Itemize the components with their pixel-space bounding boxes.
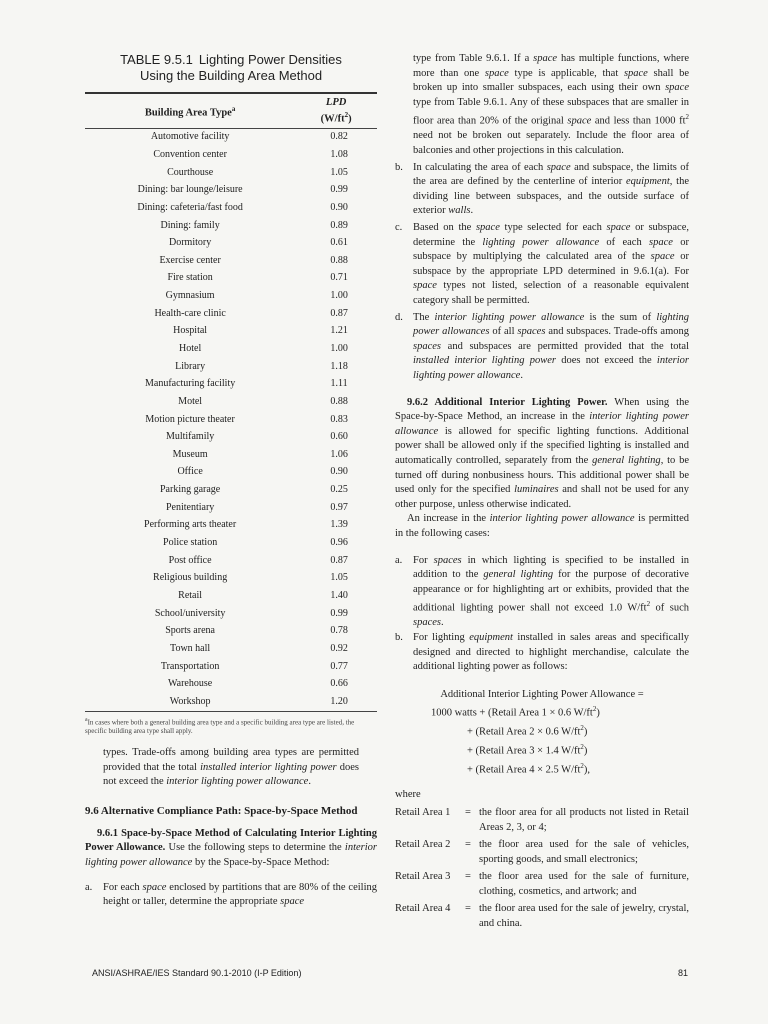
lpd-value-cell: 0.96: [330, 537, 348, 549]
building-type-cell: Motel: [178, 395, 203, 407]
table-title-line1: Lighting Power Densities: [198, 52, 342, 67]
building-type-cell: Parking garage: [159, 484, 221, 496]
building-type-cell: Convention center: [153, 148, 227, 160]
col-header-building-type: Building Area Type$^a$: [85, 93, 295, 128]
table-row: [85, 587, 377, 605]
lpd-value-cell: 0.78: [330, 625, 348, 637]
building-type-cell: Fire station: [167, 272, 213, 284]
where-label: where: [395, 789, 421, 801]
definition-item: [395, 838, 689, 867]
lpd-table-body: [85, 128, 377, 711]
equals-sign: =: [465, 807, 471, 819]
lpd-value-cell: 0.82: [330, 131, 348, 143]
definition-text: the floor area used for the sale of jewelry, crystal, and china.: [479, 903, 689, 929]
building-type-cell: Automotive facility: [150, 131, 230, 143]
definition-item: [395, 806, 689, 835]
definition-item: [395, 902, 689, 931]
definition-text: the floor area used for the sale of vehicles, sporting goods, and small electronics;: [479, 839, 689, 865]
table-row: [85, 693, 377, 711]
paragraph-increase: An increase in the interior lighting power allowance is permitted in the following cases:: [395, 513, 689, 539]
lpd-value-cell: 0.87: [330, 554, 348, 566]
lpd-value-cell: 0.71: [330, 272, 348, 284]
lpd-value-cell: 0.97: [330, 501, 348, 513]
building-type-cell: Penitentiary: [165, 501, 215, 513]
lpd-value-cell: 0.99: [330, 184, 348, 196]
lpd-table: [85, 92, 377, 712]
building-type-cell: Sports arena: [165, 625, 215, 637]
lpd-value-cell: 1.21: [330, 325, 348, 337]
table-row: [85, 622, 377, 640]
definition-text: the floor area used for the sale of furniture, clothing, cosmetics, and artwork; and: [479, 871, 689, 897]
lpd-value-cell: 1.08: [330, 148, 348, 160]
lpd-value-cell: 0.88: [330, 395, 348, 407]
building-type-cell: Library: [175, 360, 206, 372]
section-9-6-1-paragraph: 9.6.1 Space-by-Space Method of Calculating Interior Lighting Power Allowance. Use the following steps to determine the interior lighting power allowance by the Space-by-Space Method:: [85, 827, 377, 868]
left-column: [85, 52, 377, 910]
lpd-value-cell: 0.89: [330, 219, 348, 231]
formula-line-3: + (Retail Area 2 × 0.6 $W/ft^2$): [467, 724, 588, 738]
building-type-cell: Health-care clinic: [154, 307, 226, 319]
definition-term: Retail Area 4: [395, 903, 451, 915]
building-type-cell: Dining: family: [160, 219, 220, 231]
building-type-cell: School/university: [154, 607, 226, 619]
table-number: TABLE 9.5.1: [120, 52, 193, 67]
list-item-d: d. The interior lighting power allowance is the sum of lighting power allowances of all spaces and subspaces. Trade-offs among spaces and subspaces are permitted provided that the total installed interior lighting power does not exceed the interior lighting power allowance.: [395, 311, 690, 381]
table-row: [85, 552, 377, 570]
lpd-value-cell: 1.00: [330, 343, 348, 354]
formula-line-4: + (Retail Area 3 × 1.4 $W/ft^2$): [467, 743, 588, 757]
lpd-value-cell: 1.06: [330, 448, 348, 460]
building-type-cell: Dining: bar lounge/leisure: [137, 184, 243, 196]
col-header-lpd: LPD $(W/ft^2)$: [295, 93, 377, 128]
lpd-value-cell: 0.66: [330, 678, 348, 690]
lpd-value-cell: 1.20: [295, 693, 377, 711]
lpd-value-cell: 0.25: [330, 484, 348, 496]
lpd-value-cell: 1.05: [330, 166, 348, 178]
building-type-cell: Performing arts theater: [144, 519, 237, 531]
lpd-value-cell: 0.60: [330, 431, 348, 443]
lpd-value-cell: 0.77: [330, 660, 348, 672]
lpd-value-cell: 0.99: [330, 607, 348, 619]
building-type-cell: Manufacturing facility: [144, 378, 236, 390]
table-row: [85, 340, 377, 358]
table-row: [85, 181, 377, 199]
building-type-cell: Hospital: [173, 325, 208, 337]
list-item-b: b. In calculating the area of each space and subspace, the limits of the area are defined by the centerline of interior equipment, the dividing line between subspaces, and the outside surface of exterior walls.: [395, 161, 690, 217]
table-row: [85, 658, 377, 676]
building-type-cell: Religious building: [153, 572, 228, 584]
building-type-cell: Post office: [168, 554, 212, 566]
building-type-cell: Transportation: [160, 660, 220, 672]
lpd-value-cell: 0.90: [330, 201, 348, 213]
building-type-cell: Office: [177, 466, 203, 478]
table-title: [85, 52, 377, 84]
list-item-a: a. For each space enclosed by partitions that are 80% of the ceiling height or taller, determine the appropriate space: [85, 881, 377, 908]
lpd-value-cell: 1.05: [330, 572, 348, 584]
formula-line-1: Additional Interior Lighting Power Allowance =: [440, 688, 644, 700]
lpd-value-cell: 0.88: [330, 254, 348, 266]
lpd-value-cell: 1.11: [330, 378, 348, 390]
definition-list: [395, 806, 689, 931]
equals-sign: =: [465, 839, 471, 851]
table-row: [85, 323, 377, 341]
table-row: [85, 234, 377, 252]
building-type-cell: Town hall: [170, 642, 211, 654]
paragraph-tradeoffs: types. Trade-offs among building area types are permitted provided that the total installed interior lighting power does not exceed the interior lighting power allowance.: [103, 746, 360, 788]
table-row: [85, 464, 377, 482]
page-number: 81: [677, 968, 688, 978]
table-row: [85, 499, 377, 517]
table-row: [85, 199, 377, 217]
table-row: [85, 517, 377, 535]
building-type-cell: Gymnasium: [165, 290, 215, 302]
definition-text: the floor area for all products not listed in Retail Areas 2, 3, or 4;: [479, 807, 689, 833]
table-row: [85, 446, 377, 464]
equals-sign: =: [465, 871, 471, 883]
building-type-cell: Police station: [163, 537, 218, 549]
building-type-cell: Museum: [172, 448, 208, 460]
table-row: [85, 270, 377, 288]
lpd-value-cell: 1.00: [330, 290, 348, 302]
building-type-cell: Retail: [178, 589, 203, 601]
section-9-6-heading: 9.6 Alternative Compliance Path: Space-by-Space Method: [85, 804, 358, 817]
section-9-6-2-paragraph: 9.6.2 Additional Interior Lighting Power. When using the Space-by-Space Method, an increase in the interior lighting power allowance is allowed for specific lighting functions. Additional power shall be allowed only if the specified lighting is installed and automatically controlled, separately from the general lighting, to be turned off during nonbusiness hours. This additional power shall be used only for the specified luminaires and shall not be used for any other purpose, unless otherwise indicated.: [395, 396, 689, 510]
formula-block: [395, 687, 689, 779]
building-type-cell: Dormitory: [169, 237, 212, 249]
item-a-continued: type from Table 9.6.1. If a space has multiple functions, where more than one space type is applicable, that space shall be broken up into smaller subspaces, each using their own space type from Table 9.6.1. Any of these subspaces that are smaller in floor area than 20% of the original space and less than 1000 $ft^2$ need not be broken out separately. Include the floor area of balconies and other projections in this calculation.: [413, 53, 689, 157]
lpd-value-cell: 0.92: [330, 642, 348, 654]
lpd-value-cell: 1.18: [330, 360, 348, 372]
building-type-cell: Dining: cafeteria/fast food: [137, 201, 243, 213]
definition-term: Retail Area 2: [395, 839, 451, 851]
table-row: [85, 428, 377, 446]
table-row: [85, 534, 377, 552]
table-row: [85, 358, 377, 376]
table-title-line2: Using the Building Area Method: [139, 68, 323, 83]
table-row: [85, 393, 377, 411]
equals-sign: =: [465, 903, 471, 915]
table-row: [85, 287, 377, 305]
list-item-a-additional: a. For spaces in which lighting is specified to be installed in addition to the general lighting for the purpose of decorative appearance or for highlighting art or exhibits, provided that the additional lighting power shall not exceed 1.0 $W/ft^2$ of such spaces.: [395, 554, 689, 629]
building-type-cell: Motion picture theater: [145, 413, 235, 425]
table-row: [85, 570, 377, 588]
table-row: [85, 481, 377, 499]
building-type-cell: Exercise center: [159, 254, 221, 266]
footer-standard: ANSI/ASHRAE/IES Standard 90.1-2010 (I-P Edition): [92, 968, 302, 978]
lpd-value-cell: 0.87: [330, 307, 348, 319]
table-row: [85, 146, 377, 164]
table-row: [85, 675, 377, 693]
formula-line-2: 1000 watts + (Retail Area 1 × 0.6 $W/ft^2$): [431, 705, 600, 719]
building-type-cell: Hotel: [179, 343, 202, 354]
lpd-value-cell: 1.39: [330, 519, 348, 531]
table-row: [85, 164, 377, 182]
right-column: [395, 52, 689, 931]
lpd-value-cell: 1.40: [330, 589, 348, 601]
table-row: [85, 605, 377, 623]
table-row: [85, 375, 377, 393]
table-row: [85, 305, 377, 323]
table-row: [85, 252, 377, 270]
table-row: [85, 640, 377, 658]
formula-line-5: + (Retail Area 4 × 2.5 $W/ft^2$),: [467, 762, 591, 776]
definition-term: Retail Area 3: [395, 871, 451, 883]
building-type-cell: Warehouse: [168, 678, 213, 690]
table-row: [85, 217, 377, 235]
building-type-cell: Multifamily: [165, 431, 215, 443]
page-footer: [92, 968, 688, 978]
definition-term: Retail Area 1: [395, 807, 451, 819]
building-type-cell: Courthouse: [167, 166, 214, 178]
lpd-value-cell: 0.90: [330, 466, 348, 478]
building-type-cell: Workshop: [85, 693, 295, 711]
definition-item: [395, 870, 689, 899]
list-item-b-additional: b. For lighting equipment installed in sales areas and specifically designed and directed to highlight merchandise, calculate the additional lighting power as follows:: [395, 631, 689, 673]
lpd-value-cell: 0.61: [330, 237, 348, 249]
table-row: [85, 128, 377, 146]
list-item-c: c. Based on the space type selected for each space or subspace, determine the lighting power allowance of each space or subspace by multiplying the calculated area of the space or subspace by the appropriate LPD determined in 9.6.1(a). For space types not listed, selection of a reasonable equivalent category shall be permitted.: [395, 222, 690, 306]
table-footnote: $^a$In cases where both a general building area type and a specific building area type are listed, the specific building area type shall apply.: [85, 716, 355, 735]
table-row: [85, 411, 377, 429]
lpd-value-cell: 0.83: [330, 413, 348, 425]
